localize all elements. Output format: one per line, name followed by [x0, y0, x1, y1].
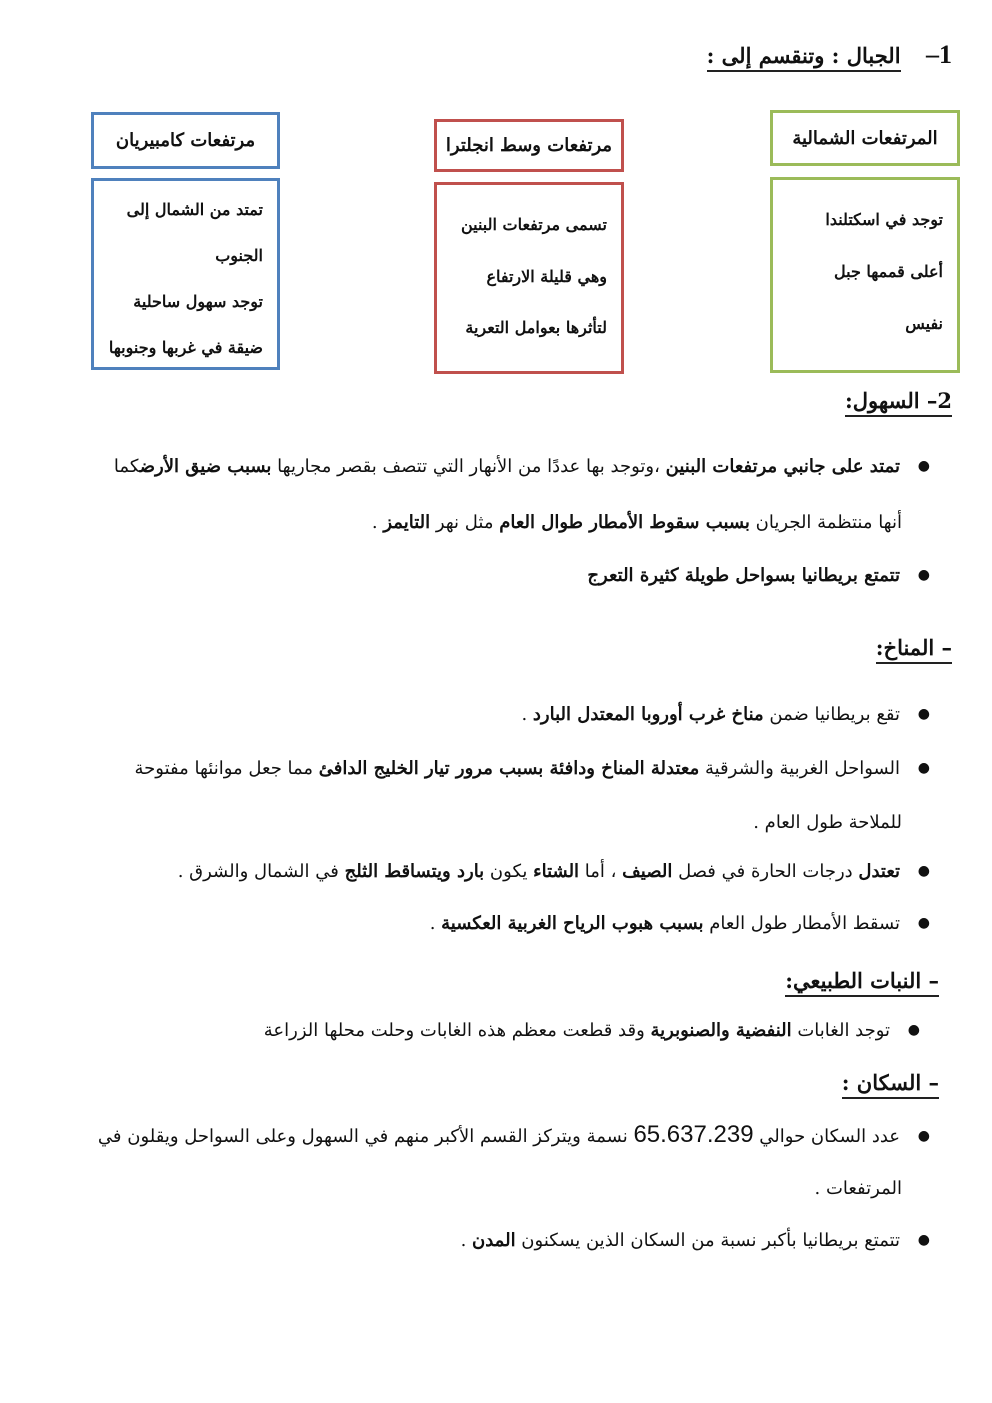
plains-b2-bold: تتمتع بريطانيا بسواحل طويلة كثيرة التعرج — [587, 565, 901, 586]
northern-highlands-title: المرتفعات الشمالية — [792, 127, 938, 149]
climate-b2-bold: معتدلة المناخ ودافئة بسبب مرور تيار الخليج الدافئ — [318, 758, 700, 779]
climate-bullet-1 — [521, 704, 930, 725]
climate-b3-text-2: ، أما — [579, 861, 623, 882]
plains-b1-bold-2: بسبب ضيق الأرض — [139, 456, 272, 477]
central-line-2: وهي قليلة الارتفاع — [486, 267, 607, 286]
population-b1-text-1: عدد السكان حوالي — [753, 1126, 901, 1147]
population-b1-text-2: نسمة ويتركز القسم الأكبر منهم في السهول وعلى السواحل ويقلون في — [97, 1126, 634, 1147]
cambrian-line-4: ضيقة في غربها وجنوبها — [108, 338, 263, 357]
northern-highlands-body-box — [770, 177, 960, 373]
vegetation-b1-bold: النفضية والصنوبرية — [650, 1020, 792, 1041]
population-b2-bold: المدن — [472, 1230, 516, 1251]
central-highlands-title-box — [434, 119, 624, 172]
plains-b1l2-text-2: مثل نهر — [430, 512, 500, 533]
plains-b1-bold-1: تمتد على جانبي مرتفعات البنين — [665, 456, 901, 477]
climate-b4-text-2: . — [429, 913, 442, 934]
population-count: 65.637.239 — [633, 1121, 754, 1148]
central-line-1: تسمى مرتفعات البنين — [460, 215, 607, 234]
population-bullet-1 — [98, 1121, 930, 1149]
northern-line-3: نفيس — [905, 314, 943, 333]
cambrian-line-2: الجنوب — [215, 246, 263, 265]
climate-b1-text-1: تقع بريطانيا ضمن — [763, 704, 901, 725]
plains-b1l2-bold-2: التايمز — [383, 512, 431, 533]
climate-b3-text-4: في الشمال والشرق . — [177, 861, 345, 882]
mountains-title: الجبال : وتنقسم إلى : — [707, 43, 901, 72]
cambrian-line-3: توجد سهول ساحلية — [133, 292, 263, 311]
climate-bullet-2 — [135, 758, 930, 779]
plains-bullet-1-line-2 — [372, 512, 902, 533]
climate-b3-text-1: درجات الحارة في فصل — [672, 861, 859, 882]
population-heading: – السكان : — [842, 1070, 939, 1099]
cambrian-highlands-title: مرتفعات كامبيريان — [115, 130, 256, 151]
cambrian-highlands-title-box — [91, 112, 280, 169]
plains-b1-text-2: كما — [113, 456, 140, 477]
plains-b1l2-bold-1: بسبب سقوط الأمطار طوال العام — [499, 512, 750, 533]
climate-b4-bold: بسبب هبوب الرياح الغربية العكسية — [441, 913, 704, 934]
central-highlands-title: مرتفعات وسط انجلترا — [445, 135, 613, 156]
cambrian-highlands-body-box — [91, 178, 280, 370]
vegetation-bullet-1 — [264, 1020, 920, 1041]
plains-b1l2-text-1: أنها منتظمة الجريان — [749, 512, 902, 533]
central-line-3: لتأثرها بعوامل التعرية — [465, 318, 607, 337]
vegetation-b1-text-1: توجد الغابات — [791, 1020, 891, 1041]
plains-b1l2-text-3: . — [371, 512, 384, 533]
climate-b3-bold-4: بارد ويتساقط الثلج — [344, 861, 485, 882]
northern-line-1: توجد في اسكتلندا — [825, 210, 943, 229]
population-b2-text-2: . — [460, 1230, 473, 1251]
northern-line-2: أعلى قممها جبل — [834, 262, 943, 281]
climate-bullet-3 — [178, 861, 930, 882]
climate-bullet-4 — [430, 913, 930, 934]
climate-b3-text-3: يكون — [484, 861, 534, 882]
climate-b3-bold-1: تعتدل — [858, 861, 901, 882]
vegetation-heading: – النبات الطبيعي: — [785, 968, 939, 997]
climate-b2-text-2: مما جعل موانئها مفتوحة — [134, 758, 319, 779]
northern-highlands-title-box — [770, 110, 960, 166]
climate-bullet-2-line-2: للملاحة طول العام . — [753, 812, 902, 833]
plains-bullet-2 — [587, 565, 930, 586]
plains-heading: 2– السهول: — [845, 388, 952, 417]
population-b2-text-1: تتمتع بريطانيا بأكبر نسبة من السكان الذين يسكنون — [515, 1230, 901, 1251]
central-highlands-body-box — [434, 182, 624, 374]
section-number: 1– — [926, 40, 952, 69]
climate-b4-text-1: تسقط الأمطار طول العام — [703, 913, 901, 934]
climate-heading: – المناخ: — [876, 635, 952, 664]
population-bullet-2 — [461, 1230, 930, 1251]
climate-b2-text-1: السواحل الغربية والشرقية — [699, 758, 901, 779]
section-mountains-heading — [707, 40, 952, 70]
climate-b3-bold-2: الصيف — [622, 861, 673, 882]
climate-b3-bold-3: الشتاء — [533, 861, 580, 882]
vegetation-b1-text-2: وقد قطعت معظم هذه الغابات وحلت محلها الزراعة — [263, 1020, 651, 1041]
plains-bullet-1 — [114, 456, 930, 477]
climate-b1-text-2: . — [521, 704, 533, 725]
cambrian-line-1: تمتد من الشمال إلى — [126, 200, 263, 219]
plains-b1-text-1: ،وتوجد بها عددًا من الأنهار التي تتصف بقصر مجاريها — [271, 456, 666, 477]
climate-b1-bold: مناخ غرب أوروبا المعتدل البارد — [532, 704, 764, 725]
population-bullet-1-line-2: المرتفعات . — [814, 1178, 902, 1199]
